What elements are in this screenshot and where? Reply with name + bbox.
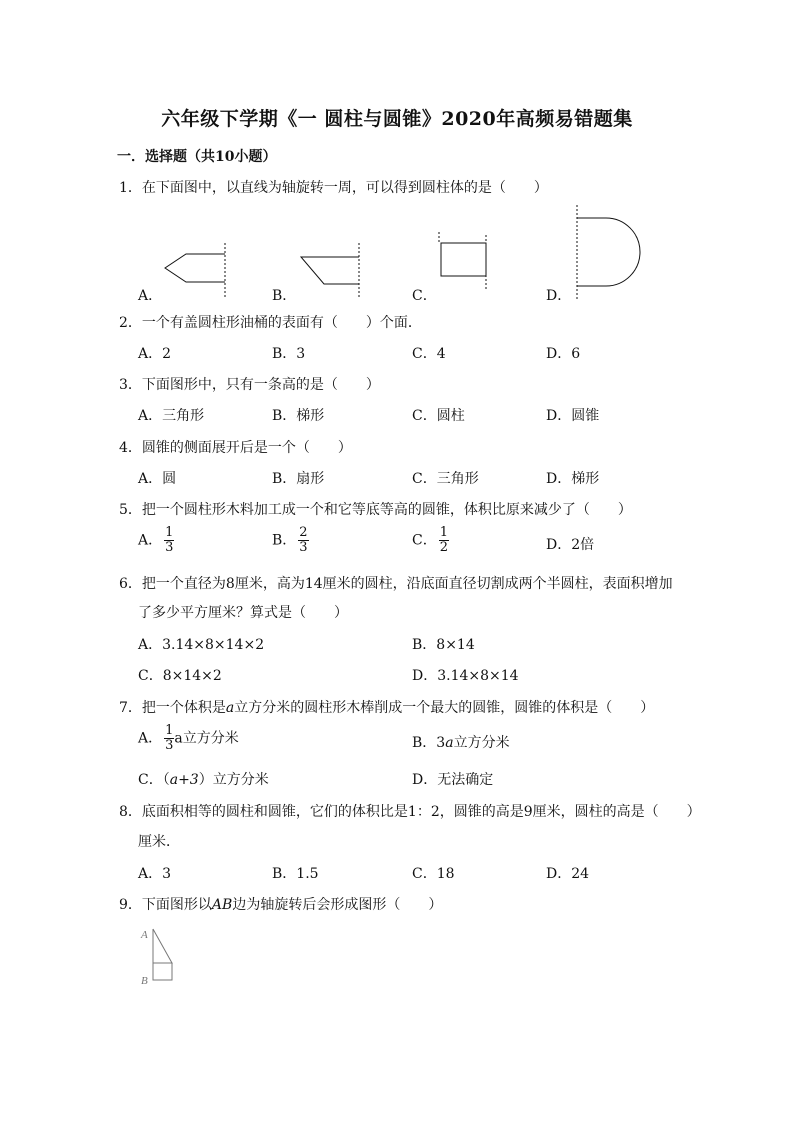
q1-figure-b: [296, 243, 366, 297]
option-label: A．: [138, 532, 163, 549]
q9-figure: [138, 925, 183, 987]
q1-figure-c: [433, 232, 493, 290]
q2-option-d[interactable]: D．6: [546, 346, 581, 362]
question-9-stem: 9．下面图形以AB边为轴旋转后会形成图形（ ）: [119, 897, 443, 913]
page-title: 六年级下学期《一 圆柱与圆锥》2020年高频易错题集: [161, 108, 633, 130]
q7-option-a[interactable]: A． $\frac{1}{3}$ a立方分米: [138, 723, 239, 753]
q1-option-d[interactable]: D．: [546, 288, 572, 304]
q8-option-c[interactable]: C．18: [412, 866, 455, 882]
q4-option-a[interactable]: A．圆: [138, 471, 177, 487]
q5-option-c[interactable]: [412, 526, 449, 555]
q5-option-a[interactable]: [138, 526, 174, 555]
q8-option-a[interactable]: A．3: [138, 866, 172, 882]
fraction: $\frac{2}{3}$: [299, 525, 308, 555]
q7-option-b[interactable]: B．3a立方分米: [412, 735, 510, 751]
q5-option-d[interactable]: D．2倍: [546, 537, 595, 553]
question-2-stem: 2．一个有盖圆柱形油桶的表面有（ ）个面．: [119, 315, 422, 331]
question-3-stem: 3．下面图形中，只有一条高的是（ ）: [119, 377, 380, 393]
q3-option-c[interactable]: C．圆柱: [412, 408, 465, 424]
q2-option-c[interactable]: C．4: [412, 346, 446, 362]
option-label: C．: [412, 532, 437, 549]
q1-option-b[interactable]: B．: [272, 288, 297, 304]
q8-option-d[interactable]: D．24: [546, 866, 590, 882]
q3-option-d[interactable]: D．圆锥: [546, 408, 600, 424]
q1-figure-a: [160, 243, 232, 297]
question-1-stem: 1．在下面图中，以直线为轴旋转一周，可以得到圆柱体的是（ ）: [119, 180, 548, 196]
question-7-stem: 7．把一个体积是a立方分米的圆柱形木棒削成一个最大的圆锥，圆锥的体积是（ ）: [119, 700, 655, 716]
q5-option-b[interactable]: [272, 526, 309, 555]
q6-option-d[interactable]: D．3.14×8×14: [412, 668, 519, 684]
question-4-stem: 4．圆锥的侧面展开后是一个（ ）: [119, 440, 352, 456]
option-label: B．: [272, 532, 297, 549]
q2-option-b[interactable]: B．3: [272, 346, 306, 362]
q6-option-b[interactable]: B．8×14: [412, 637, 475, 653]
fraction: $\frac{1}{3}$: [165, 723, 174, 753]
q3-option-a[interactable]: A．三角形: [138, 408, 205, 424]
section-heading: 一．选择题（共10小题）: [117, 149, 277, 165]
q4-option-c[interactable]: C．三角形: [412, 471, 479, 487]
q7-option-c[interactable]: C．（a+3）立方分米: [138, 772, 269, 788]
q4-option-d[interactable]: D．梯形: [546, 471, 600, 487]
fraction: $\frac{1}{2}$: [439, 525, 448, 555]
vertex-label-a: A: [141, 929, 148, 941]
q6-option-c[interactable]: C．8×14×2: [138, 668, 222, 684]
q1-option-a[interactable]: A．: [138, 288, 163, 304]
q1-figure-d: [570, 205, 645, 300]
q6-option-a[interactable]: A．3.14×8×14×2: [138, 637, 265, 653]
question-6-stem-line1: 6．把一个直径为8厘米，高为14厘米的圆柱，沿底面直径切割成两个半圆柱，表面积增加: [119, 576, 673, 592]
q1-option-c[interactable]: C．: [412, 288, 437, 304]
q7-option-d[interactable]: D．无法确定: [412, 772, 494, 788]
q4-option-b[interactable]: B．扇形: [272, 471, 325, 487]
q3-option-b[interactable]: B．梯形: [272, 408, 325, 424]
vertex-label-b: B: [141, 975, 148, 987]
question-8-stem-line1: 8．底面积相等的圆柱和圆锥，它们的体积比是1：2，圆锥的高是9厘米，圆柱的高是（ ）: [119, 804, 701, 820]
q2-option-a[interactable]: A．2: [138, 346, 172, 362]
question-8-stem-line2: 厘米．: [138, 834, 180, 850]
question-5-stem: 5．把一个圆柱形木料加工成一个和它等底等高的圆锥，体积比原来减少了（ ）: [119, 502, 632, 518]
q8-option-b[interactable]: B．1.5: [272, 866, 319, 882]
option-label: A．: [138, 730, 163, 747]
fraction: $\frac{1}{3}$: [165, 525, 174, 555]
question-6-stem-line2: 了多少平方厘米？算式是（ ）: [138, 605, 348, 621]
